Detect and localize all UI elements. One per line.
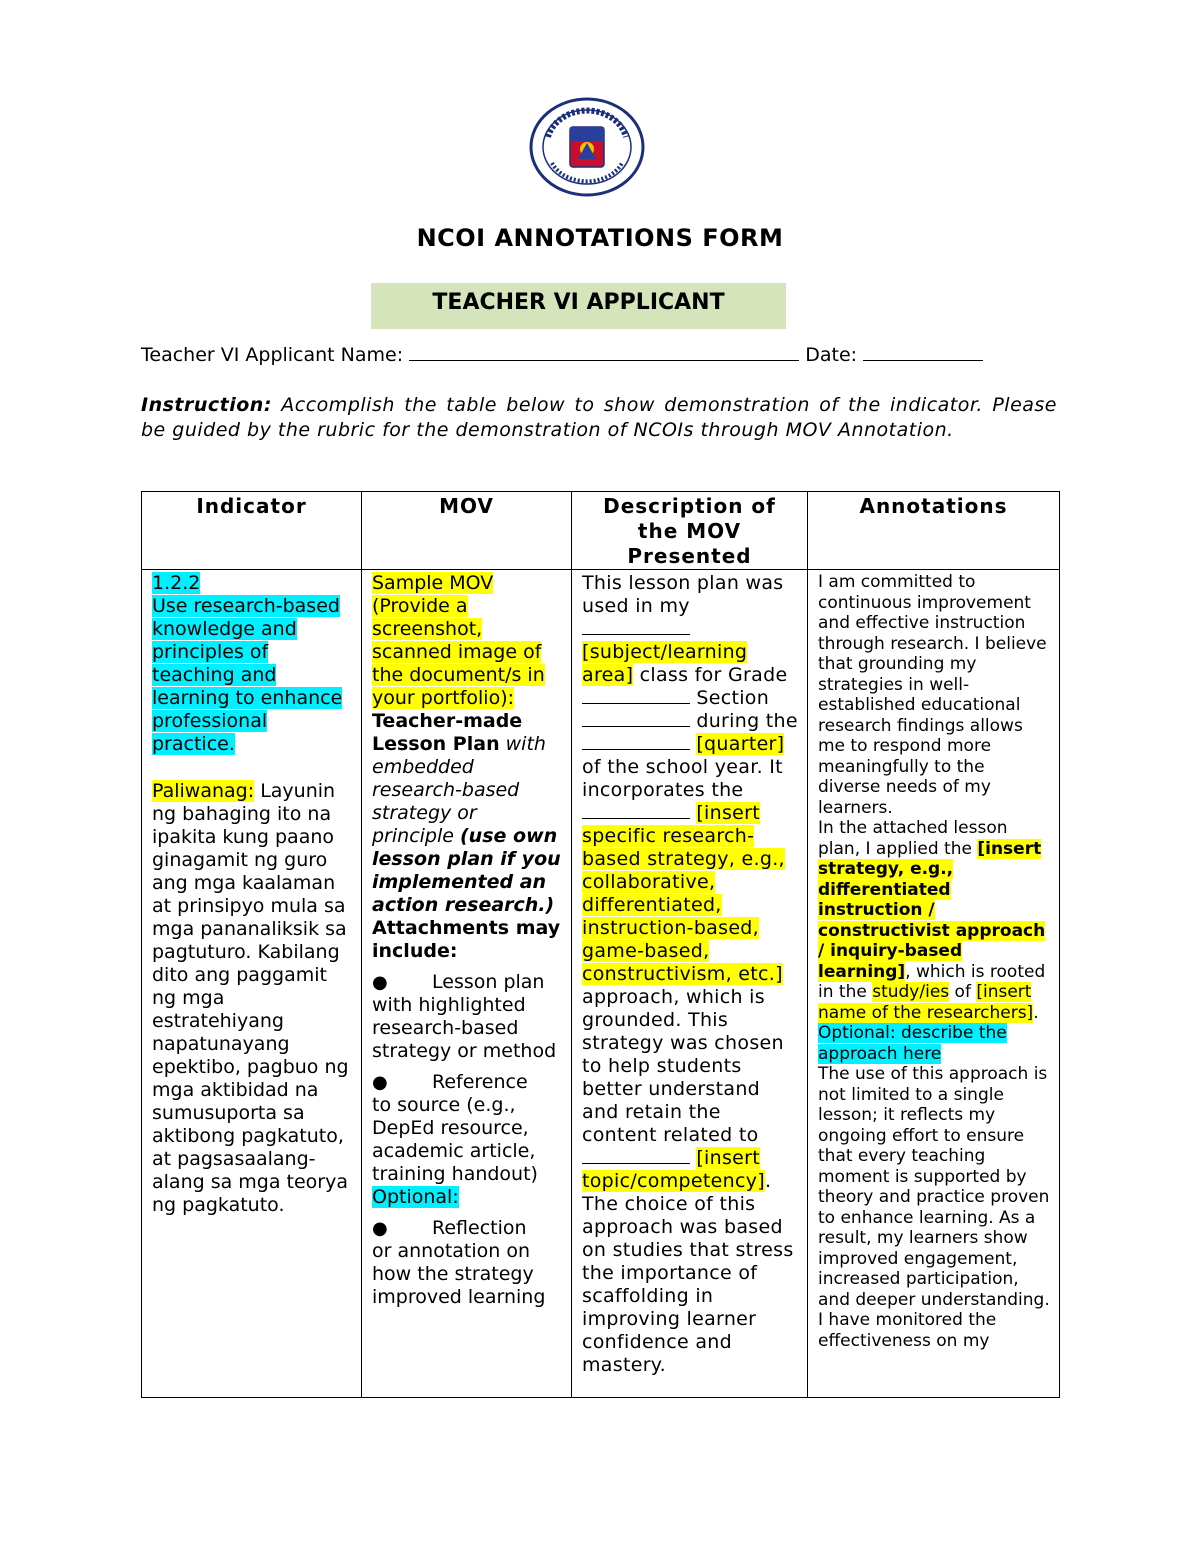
instruction-label: Instruction: [141, 394, 272, 416]
annotations-table [141, 491, 1060, 1398]
applicant-name-label: Teacher VI Applicant Name: [141, 344, 404, 366]
instruction-text: Accomplish the table below to show demonstration of the indicator. Please be guided by the rubric for the demonstration of NCOIs through MOV Annotation. [141, 394, 1057, 441]
use-own-note: (use own lesson plan if you implemented an action research.) [372, 825, 561, 916]
attachments-label: Attachments may include: [372, 917, 561, 962]
topic-blank-field[interactable] [582, 1147, 690, 1164]
indicator-text: Use research-based knowledge and principles of teaching and learning to enhance professional practice. [152, 595, 343, 755]
study-placeholder: study/ies [872, 982, 950, 1002]
paliwanag-text: Layunin ng bahaging ito na ipakita kung paano ginagamit ng guro ang mga kaalaman at prinsipyo mula sa mga pananaliksik sa pagtuturo. Kabilang dito ang paggamit ng mga estratehiyang napatunayang epektibo, pagbuo ng mga aktibidad na sumusuporta sa aktibong pagkatuto, at pagsasaalang-alang sa mga teorya ng pagkatuto. [152, 780, 349, 1216]
strategy-placeholder: [insert strategy, e.g., differentiated instruction / constructivist approach / inquiry-based learning] [818, 838, 1046, 982]
strategy-placeholder: [insert specific research-based strategy, e.g., collaborative, differentiated, instruction-based, game-based, constructivism, etc.] [582, 802, 785, 985]
lesson-plan-label: Teacher-made Lesson Plan [372, 710, 523, 755]
annotations-cell: I am committed to continuous improvement and effective instruction through research. I believe that grounding my strategies in well-established educational research findings allows me to respond more meaningfully to the diverse needs of my learners. In the attached lesson plan, I applied the [insert strategy, e.g., differentiated instruction / constructivist approach / inquiry-based learning], which is rooted in the study/ies of [insert name of the researchers]. Optional: describe the approach here The use of this approach is not limited to a single lesson; it reflects my ongoing effort to ensure that every teaching moment is supported by theory and practice proven to enhance learning. As a result, my learners show improved engagement, increased participation, and deeper understanding. I have monitored the effectiveness on my [808, 570, 1060, 1398]
quarter-blank-field[interactable] [582, 733, 690, 750]
optional-label: Optional: [372, 1186, 459, 1208]
sample-mov-label: Sample MOV (Provide a screenshot, scanned image of the document/s in your portfolio): [372, 572, 545, 709]
quarter-placeholder: [quarter] [696, 733, 785, 755]
instruction-paragraph [141, 393, 1057, 443]
subject-placeholder: [subject/learning area] [582, 641, 748, 686]
list-item: ● Reference to source (e.g., DepEd resource, academic article, training handout) Optional: [372, 1071, 538, 1208]
header-description: Description of the MOV Presented [572, 492, 808, 570]
list-item: ● Reflection or annotation on how the strategy improved learning [372, 1217, 546, 1308]
bullet-icon: ● [372, 1218, 388, 1239]
blank-field[interactable] [582, 618, 690, 635]
applicant-name-field[interactable] [409, 342, 799, 361]
description-cell: This lesson plan was used in my [subject/learning area] class for Grade Section during the [quarter] of the school year. It incorporates the [insert specific research-based strategy, e.g., collaborative, differentiated, instruction-based, game-based, constructivism, etc.] approach, which is grounded. This strategy was chosen to help students better understand and retain the content related to [insert topic/competency]. The choice of this approach was based on studies that stress the importance of scaffolding in improving learner confidence and mastery. [572, 570, 808, 1398]
bullet-icon: ● [372, 972, 388, 993]
applicant-info-line [141, 342, 983, 366]
date-field[interactable] [863, 342, 983, 361]
researchers-placeholder: [insert name of the researchers] [818, 982, 1034, 1023]
section-blank-field[interactable] [582, 710, 690, 727]
table-header-row [142, 492, 1060, 570]
topic-placeholder: [insert topic/competency] [582, 1147, 765, 1192]
header-mov: MOV [362, 492, 572, 570]
date-label: Date: [805, 344, 858, 366]
strategy-blank-field[interactable] [582, 802, 690, 819]
applicant-type-banner: TEACHER VI APPLICANT [371, 283, 786, 329]
form-title: NCOI ANNOTATIONS FORM [416, 224, 784, 252]
header-annotations: Annotations [808, 492, 1060, 570]
list-item: ● Lesson plan with highlighted research-based strategy or method [372, 971, 557, 1062]
embedded-strategy-text: with embedded research-based strategy or principle [372, 733, 546, 847]
grade-blank-field[interactable] [582, 687, 690, 704]
optional-approach-note: Optional: describe the approach here [818, 1023, 1007, 1064]
deped-seal-logo [528, 97, 646, 197]
indicator-cell [142, 570, 362, 1398]
mov-cell [362, 570, 572, 1398]
paliwanag-label: Paliwanag: [152, 780, 255, 802]
table-row [142, 570, 1060, 1398]
indicator-code: 1.2.2 [152, 572, 201, 594]
bullet-icon: ● [372, 1072, 388, 1093]
header-indicator: Indicator [142, 492, 362, 570]
